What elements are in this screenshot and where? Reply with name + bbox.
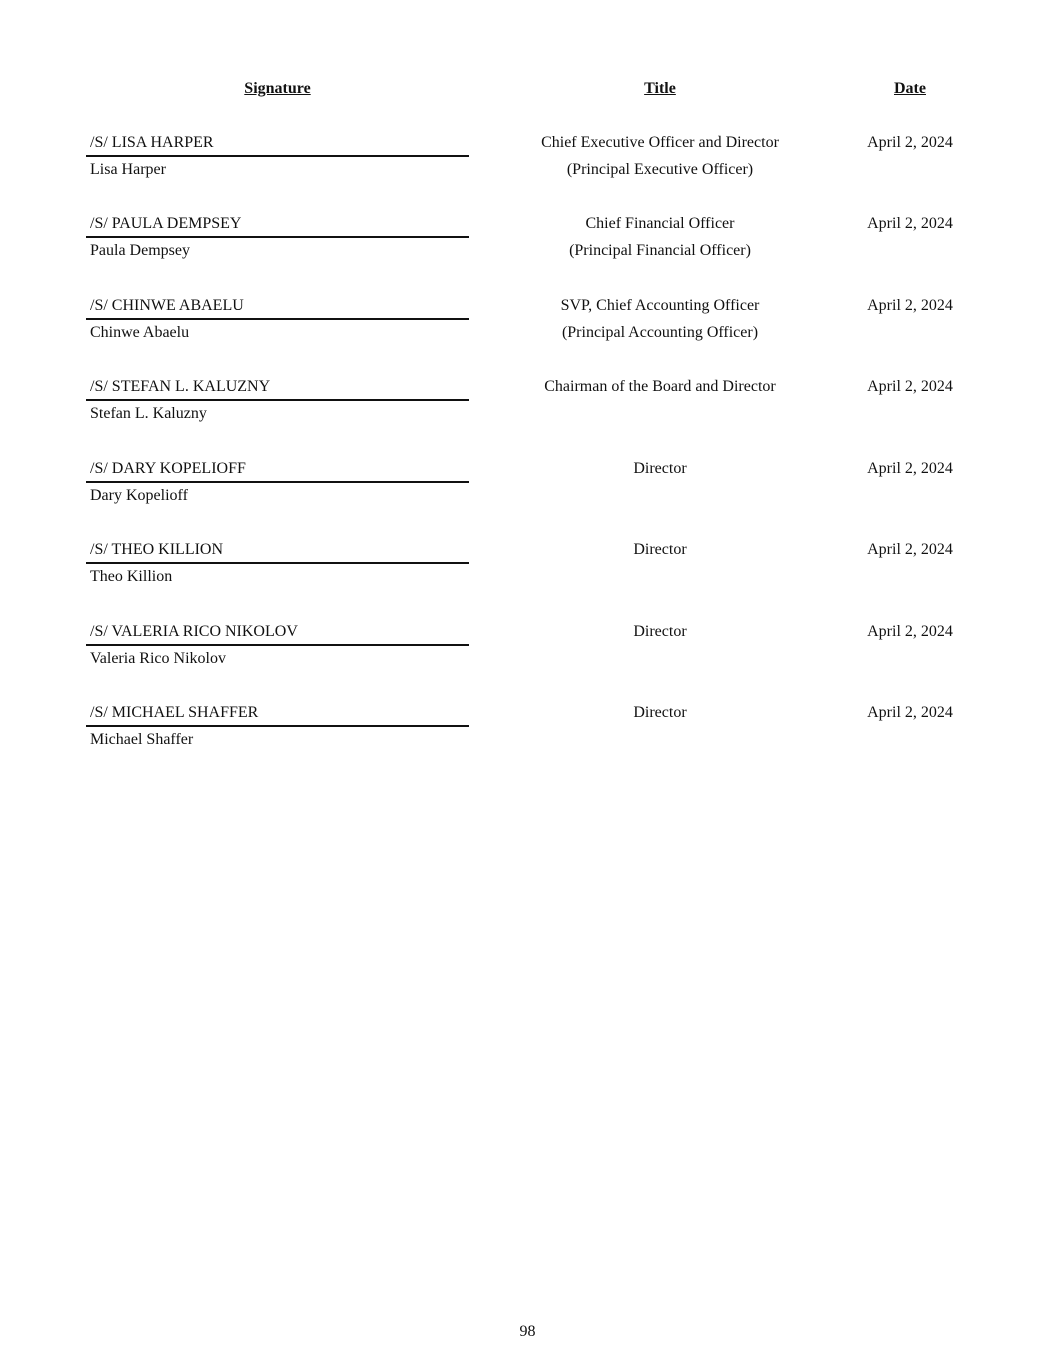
title-line: Chairman of the Board and Director xyxy=(544,378,776,395)
signature-rule xyxy=(86,644,469,646)
signature-date: April 2, 2024 xyxy=(867,134,953,151)
title-line: (Principal Executive Officer) xyxy=(566,161,754,178)
signatory-row xyxy=(0,133,1055,193)
signatory-name: Dary Kopelioff xyxy=(90,487,188,504)
signature-text: /S/ CHINWE ABAELU xyxy=(90,297,244,314)
signature-text: /S/ DARY KOPELIOFF xyxy=(90,460,246,477)
signatory-row xyxy=(0,703,1055,763)
signatory-row xyxy=(0,459,1055,519)
signature-date: April 2, 2024 xyxy=(867,623,953,640)
signatory-title xyxy=(510,377,810,404)
signature-rule xyxy=(86,725,469,727)
signatory-name: Stefan L. Kaluzny xyxy=(90,405,207,422)
signature-date: April 2, 2024 xyxy=(867,378,953,395)
signature-rule xyxy=(86,236,469,238)
signatory-name: Lisa Harper xyxy=(90,161,166,178)
title-line: Director xyxy=(633,541,687,558)
signature-text: /S/ VALERIA RICO NIKOLOV xyxy=(90,623,298,640)
signature-rule xyxy=(86,562,469,564)
title-line: SVP, Chief Accounting Officer xyxy=(560,297,760,314)
signature-date: April 2, 2024 xyxy=(867,541,953,558)
signature-text: /S/ MICHAEL SHAFFER xyxy=(90,704,259,721)
signatory-name: Chinwe Abaelu xyxy=(90,324,190,341)
signature-text: /S/ STEFAN L. KALUZNY xyxy=(90,378,271,395)
signature-text: /S/ PAULA DEMPSEY xyxy=(90,215,242,232)
title-line: Chief Financial Officer xyxy=(585,215,735,232)
title-line: Director xyxy=(633,623,687,640)
signatory-row xyxy=(0,214,1055,274)
signatory-row xyxy=(0,296,1055,356)
title-line: Director xyxy=(633,460,687,477)
signature-rule xyxy=(86,318,469,320)
signatory-title xyxy=(510,622,810,649)
title-line: Director xyxy=(633,704,687,721)
signatory-title xyxy=(510,296,810,350)
signatory-title xyxy=(510,133,810,187)
signature-rule xyxy=(86,155,469,157)
signature-date: April 2, 2024 xyxy=(867,460,953,477)
column-header-title: Title xyxy=(644,80,676,97)
column-header-date: Date xyxy=(894,80,926,97)
signature-rule xyxy=(86,399,469,401)
signature-rule xyxy=(86,481,469,483)
signatory-title xyxy=(510,540,810,567)
signatory-row xyxy=(0,622,1055,682)
signature-text: /S/ THEO KILLION xyxy=(90,541,224,558)
signature-text: /S/ LISA HARPER xyxy=(90,134,214,151)
signatory-row xyxy=(0,540,1055,600)
title-line: (Principal Accounting Officer) xyxy=(561,324,759,341)
signatory-title xyxy=(510,703,810,730)
signature-date: April 2, 2024 xyxy=(867,297,953,314)
signatory-name: Valeria Rico Nikolov xyxy=(90,650,226,667)
title-line: (Principal Financial Officer) xyxy=(569,242,751,259)
signatory-title xyxy=(510,459,810,486)
title-line: Chief Executive Officer and Director xyxy=(541,134,779,151)
signatory-title xyxy=(510,214,810,268)
signatory-name: Theo Killion xyxy=(90,568,173,585)
signature-date: April 2, 2024 xyxy=(867,215,953,232)
signatory-name: Paula Dempsey xyxy=(90,242,190,259)
column-header-signature: Signature xyxy=(244,80,311,97)
page-number: 98 xyxy=(519,1323,536,1340)
signatory-name: Michael Shaffer xyxy=(90,731,194,748)
signatory-row xyxy=(0,377,1055,437)
signature-date: April 2, 2024 xyxy=(867,704,953,721)
